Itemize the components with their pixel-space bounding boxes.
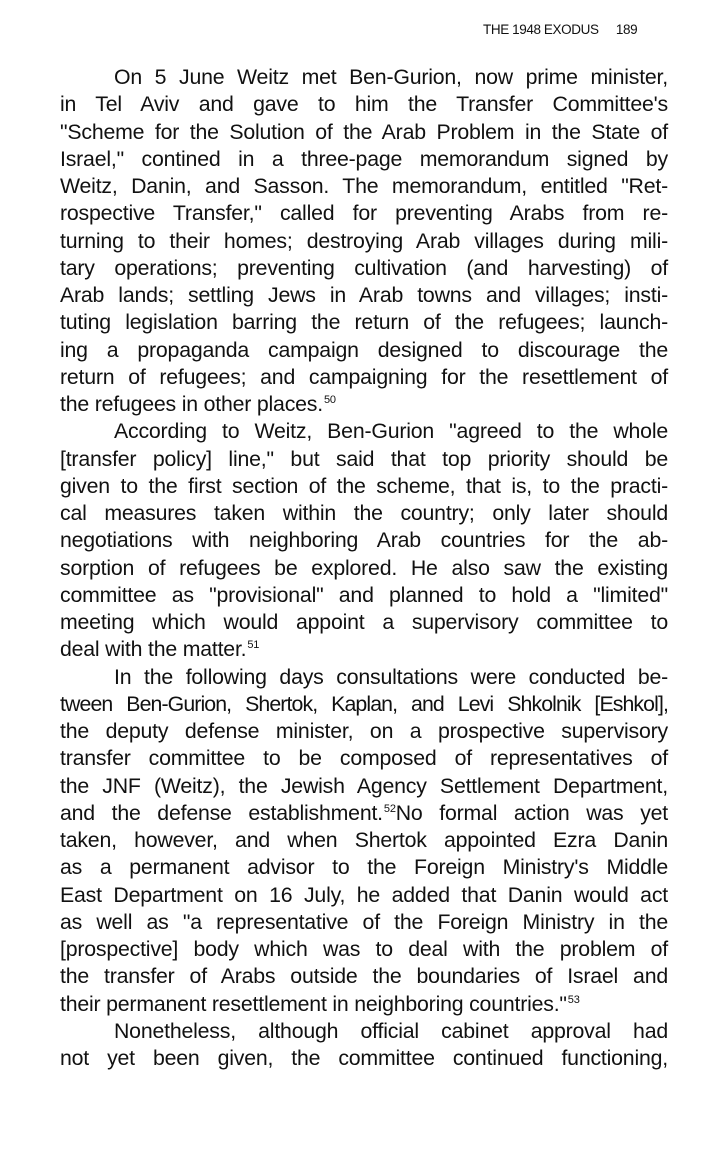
text-fragment: their permanent resettlement in neighboring countries." (60, 991, 567, 1016)
text-line: the JNF (Weitz), the Jewish Agency Settlement Department, (60, 773, 668, 798)
text-line: rospective Transfer," called for preventing Arabs from re- (60, 201, 668, 226)
text-line: cal measures taken within the country; only later should (60, 501, 668, 525)
footnote-marker[interactable]: 53 (567, 993, 580, 1006)
text-line: tary operations; preventing cultivation (and harvesting) of (60, 255, 668, 280)
text-line: Nonetheless, although official cabinet approval had (114, 1018, 668, 1043)
text-line: transfer committee to be composed of representatives of (60, 746, 668, 771)
text-line (60, 636, 668, 663)
text-line (60, 800, 668, 827)
text-fragment: deal with the matter. (60, 637, 247, 662)
page-number: 189 (615, 22, 638, 37)
text-line: [prospective] body which was to deal with the problem of (60, 937, 668, 961)
text-line: as a permanent advisor to the Foreign Ministry's Middle (60, 855, 668, 880)
text-line: negotiations with neighboring Arab countries for the ab- (60, 528, 668, 553)
text-line: given to the first section of the scheme, that is, to the practi- (60, 473, 668, 498)
text-line: as well as "a representative of the Foreign Ministry in the (60, 909, 668, 934)
text-line: Weitz, Danin, and Sasson. The memorandum, entitled "Ret- (60, 174, 668, 198)
text-fragment: the refugees in other places. (60, 392, 323, 416)
text-line: ing a propaganda campaign designed to discourage the (60, 337, 668, 362)
footnote-marker[interactable]: 51 (247, 639, 260, 652)
text-line: East Department on 16 July, he added that Danin would act (60, 882, 668, 907)
text-line: tween Ben-Gurion, Shertok, Kaplan, and Levi Shkolnik [Eshkol], (60, 691, 668, 716)
paragraph-3 (60, 664, 668, 1018)
paragraph-2 (60, 418, 668, 663)
text-line: Israel," contined in a three-page memorandum signed by (60, 146, 668, 171)
text-line: turning to their homes; destroying Arab villages during mili- (60, 228, 668, 253)
text-fragment: and the defense establishment. (60, 800, 383, 825)
text-line: "Scheme for the Solution of the Arab Problem in the State of (60, 119, 668, 144)
text-line: in Tel Aviv and gave to him the Transfer Committee's (60, 92, 668, 117)
text-line: On 5 June Weitz met Ben-Gurion, now prime minister, (114, 65, 668, 89)
text-line (60, 391, 668, 418)
text-line: return of refugees; and campaigning for the resettlement of (60, 364, 668, 389)
footnote-marker[interactable]: 52 (383, 802, 396, 815)
text-line: taken, however, and when Shertok appointed Ezra Danin (60, 828, 668, 852)
text-line: tuting legislation barring the return of the refugees; launch- (60, 310, 668, 335)
text-line: meeting which would appoint a supervisory committee to (60, 610, 668, 634)
text-line: the deputy defense minister, on a prospective supervisory (60, 719, 668, 743)
paragraph-1 (60, 64, 668, 418)
text-line: In the following days consultations were conducted be- (114, 664, 668, 689)
text-line: not yet been given, the committee continued functioning, (60, 1046, 668, 1070)
footnote-marker[interactable]: 50 (323, 394, 336, 406)
text-line: committee as "provisional" and planned to hold a "limited" (60, 582, 668, 607)
running-title: THE 1948 EXODUS (483, 22, 599, 37)
paragraph-4 (60, 1018, 668, 1073)
text-line: Arab lands; settling Jews in Arab towns and villages; insti- (60, 283, 668, 307)
text-line: [transfer policy] line," but said that top priority should be (60, 446, 668, 471)
text-line: According to Weitz, Ben-Gurion "agreed to the whole (114, 419, 668, 444)
running-head (483, 22, 637, 37)
body-text (60, 64, 668, 1072)
text-line: the transfer of Arabs outside the boundaries of Israel and (60, 964, 668, 989)
text-fragment: No formal action was yet (395, 800, 668, 825)
text-line: sorption of refugees be explored. He also saw the existing (60, 555, 668, 580)
text-line (60, 991, 668, 1018)
